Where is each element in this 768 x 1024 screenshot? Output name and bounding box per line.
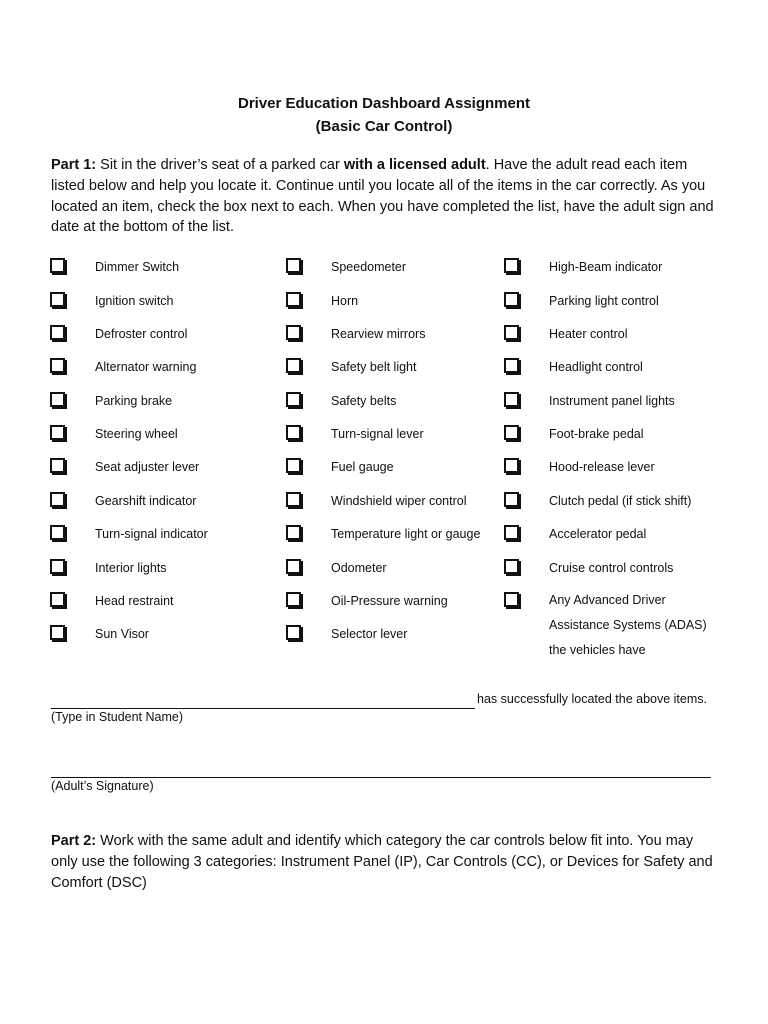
student-name-line[interactable] <box>51 708 475 709</box>
part2-text: Work with the same adult and identify which category the car controls below fit into. You may only use the following 3 categories: Instrument Panel (IP), Car Controls (CC), or Devices for Safety and Comfort (DSC) <box>51 833 713 891</box>
checkbox-icon[interactable] <box>50 392 65 407</box>
document-subtitle: (Basic Car Control) <box>315 118 453 135</box>
checkbox-icon[interactable] <box>504 392 519 407</box>
checklist-item-label: Dimmer Switch <box>95 260 180 274</box>
checklist-item-label: Windshield wiper control <box>331 494 467 508</box>
adult-signature-caption: (Adult’s Signature) <box>51 779 154 793</box>
checkbox-icon[interactable] <box>286 292 301 307</box>
part1-label: Part 1: <box>51 157 97 173</box>
checkbox-icon[interactable] <box>286 625 301 640</box>
checkbox-icon[interactable] <box>504 425 519 440</box>
part1-text-a: Sit in the driver’s seat of a parked car <box>96 157 344 173</box>
checklist-item-label: Instrument panel lights <box>549 394 675 408</box>
checklist-item-label: Interior lights <box>95 561 167 575</box>
checkbox-icon[interactable] <box>50 525 65 540</box>
checklist-item-label: Defroster control <box>95 327 188 341</box>
checklist-item-label: Cruise control controls <box>549 561 674 575</box>
checkbox-icon[interactable] <box>50 258 65 273</box>
checkbox-icon[interactable] <box>50 458 65 473</box>
checklist-item-label: Headlight control <box>549 360 643 374</box>
checkbox-icon[interactable] <box>50 292 65 307</box>
part2-instructions <box>51 831 721 893</box>
checkbox-icon[interactable] <box>286 525 301 540</box>
checkbox-icon[interactable] <box>504 358 519 373</box>
checkbox-icon[interactable] <box>50 492 65 507</box>
checkbox-icon[interactable] <box>50 358 65 373</box>
checkbox-icon[interactable] <box>50 592 65 607</box>
checkbox-icon[interactable] <box>504 492 519 507</box>
checklist-grid <box>50 254 720 674</box>
checkbox-icon[interactable] <box>286 458 301 473</box>
checklist-item-label: Clutch pedal (if stick shift) <box>549 494 692 508</box>
checkbox-icon[interactable] <box>286 592 301 607</box>
document-title: Driver Education Dashboard Assignment <box>237 95 530 112</box>
checkbox-icon[interactable] <box>286 258 301 273</box>
checkbox-icon[interactable] <box>504 592 519 607</box>
checklist-item-label: Accelerator pedal <box>549 527 647 541</box>
checklist-item-label: Rearview mirrors <box>331 327 426 341</box>
checklist-item-label: Ignition switch <box>95 294 174 308</box>
checkbox-icon[interactable] <box>50 325 65 340</box>
checklist-item-label: Parking light control <box>549 294 659 308</box>
checkbox-icon[interactable] <box>504 458 519 473</box>
checklist-item-label: Fuel gauge <box>331 460 394 474</box>
part1-instructions <box>51 155 721 238</box>
checklist-item-label: Parking brake <box>95 394 173 408</box>
part1-bold: with a licensed adult <box>343 157 486 173</box>
checklist-item-label: Turn-signal lever <box>331 427 424 441</box>
checklist-item-label: Safety belt light <box>331 360 417 374</box>
part1-text-b: . Have the adult read each item listed below and help you locate it. Continue until you locate all of the items in the car correctly. As you located an item, check the box next to each. When you have completed the list, have the adult sign and date at the bottom of the list. <box>51 157 714 236</box>
checkbox-icon[interactable] <box>504 292 519 307</box>
checkbox-icon[interactable] <box>286 559 301 574</box>
checklist-item-label: Turn-signal indicator <box>95 527 208 541</box>
checklist-item-label: Hood-release lever <box>549 460 655 474</box>
checkbox-icon[interactable] <box>504 258 519 273</box>
checklist-item-label: Head restraint <box>95 594 174 608</box>
checklist-item-label: Selector lever <box>331 627 408 641</box>
checklist-item-label: Sun Visor <box>95 627 149 641</box>
checkbox-icon[interactable] <box>504 325 519 340</box>
checkbox-icon[interactable] <box>286 492 301 507</box>
checkbox-icon[interactable] <box>504 559 519 574</box>
student-success-text: has successfully located the above items. <box>477 692 707 706</box>
checkbox-icon[interactable] <box>50 425 65 440</box>
checklist-item-label: Steering wheel <box>95 427 178 441</box>
checkbox-icon[interactable] <box>50 625 65 640</box>
checklist-item-label: Gearshift indicator <box>95 494 197 508</box>
checklist-item-label: Odometer <box>331 561 387 575</box>
checklist-item-label: Heater control <box>549 327 628 341</box>
checkbox-icon[interactable] <box>50 559 65 574</box>
checklist-item-label: Speedometer <box>331 260 407 274</box>
checklist-item-label: Any Advanced Driver Assistance Systems (ADAS) the vehicles have <box>549 593 707 657</box>
checkbox-icon[interactable] <box>286 425 301 440</box>
checklist-item-label: Foot-brake pedal <box>549 427 644 441</box>
checklist-item-label: High-Beam indicator <box>549 260 663 274</box>
checklist-item-label: Safety belts <box>331 394 397 408</box>
checkbox-icon[interactable] <box>504 525 519 540</box>
checklist-item-label: Horn <box>331 294 359 308</box>
checklist-item-label: Alternator warning <box>95 360 197 374</box>
checkbox-icon[interactable] <box>286 358 301 373</box>
checkbox-icon[interactable] <box>286 325 301 340</box>
checklist-item-label: Seat adjuster lever <box>95 460 200 474</box>
student-name-caption: (Type in Student Name) <box>51 710 184 724</box>
checklist-item-label: Oil-Pressure warning <box>331 594 448 608</box>
part2-label: Part 2: <box>51 833 97 849</box>
adult-signature-line[interactable] <box>51 777 711 778</box>
checklist-item-label: Temperature light or gauge <box>331 527 481 541</box>
checkbox-icon[interactable] <box>286 392 301 407</box>
